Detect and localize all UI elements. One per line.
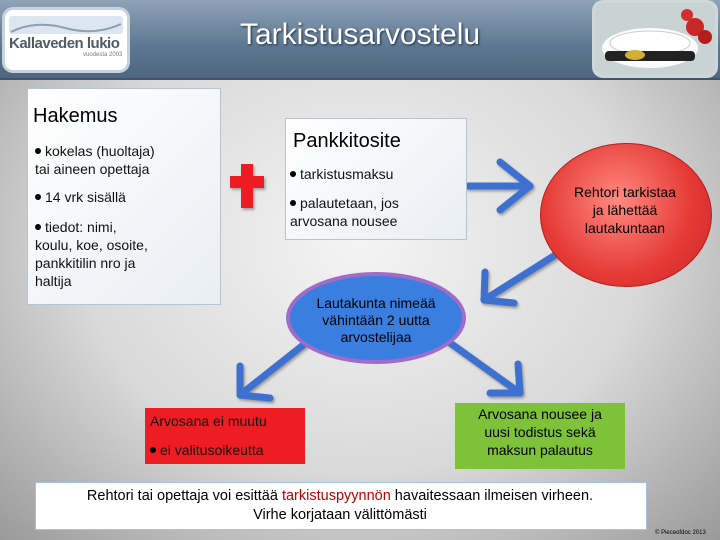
rehtori-line-2: ja lähettää — [592, 202, 658, 218]
pankkitosite-bullet-1-text: tarkistusmaksu — [300, 166, 394, 182]
hakemus-bullet-1-cont: tai aineen opettaja — [35, 161, 150, 177]
arrow-down-left-icon — [484, 252, 560, 303]
hakemus-bullet-2 — [35, 189, 126, 206]
outcome-up-text — [455, 405, 625, 459]
bullet-icon — [290, 200, 296, 206]
slide-title: Tarkistusarvostelu — [239, 18, 481, 51]
bullet-icon — [35, 224, 41, 230]
copyright: © Pieceofdoc 2013 — [655, 530, 706, 536]
footer-post: havaitessaan ilmeisen virheen. — [390, 488, 594, 504]
outcome-same-title: Arvosana ei muutu — [150, 413, 267, 429]
lautakunta-line-3: arvostelijaa — [340, 329, 412, 345]
rehtori-line-1: Rehtori tarkistaa — [574, 184, 676, 200]
pankkitosite-bullet-1 — [290, 166, 393, 183]
outcome-up-line-3: maksun palautus — [487, 442, 593, 458]
hakemus-bullet-3-text: tiedot: nimi, — [45, 219, 117, 235]
rehtori-text — [550, 183, 700, 237]
rehtori-line-3: lautakuntaan — [584, 220, 666, 236]
pankkitosite-title: Pankkitosite — [293, 130, 401, 152]
hakemus-bullet-3-cont-3: haltija — [35, 273, 72, 289]
bullet-icon — [150, 447, 156, 453]
outcome-up-line-1: Arvosana nousee ja — [478, 406, 602, 422]
lautakunta-line-1: Lautakunta nimeää — [316, 295, 436, 311]
pankkitosite-bullet-2 — [290, 195, 399, 212]
bullet-icon — [35, 194, 41, 200]
arrow-down-right-outcome-icon — [446, 340, 520, 393]
hakemus-bullet-1-text: kokelas (huoltaja) — [45, 143, 155, 159]
footer-pre: Rehtori tai opettaja voi esittää — [86, 488, 282, 504]
hakemus-bullet-2-text: 14 vrk sisällä — [45, 189, 126, 205]
logo-subtitle: vuodesta 2003 — [83, 52, 123, 58]
pankkitosite-bullet-2-cont: arvosana nousee — [290, 213, 398, 229]
footer-line-1 — [35, 487, 645, 506]
outcome-same-bullet-text: ei valitusoikeutta — [160, 442, 264, 458]
footer-note — [35, 487, 645, 525]
logo-name: Kallaveden lukio — [9, 35, 120, 52]
footer-highlight: tarkistuspyynnön — [281, 488, 391, 504]
arrow-down-left-outcome-icon — [240, 338, 312, 398]
outcome-up-line-2: uusi todistus sekä — [484, 424, 596, 440]
bullet-icon — [35, 148, 41, 154]
pankkitosite-bullet-2-text: palautetaan, jos — [300, 195, 399, 211]
hakemus-bullet-3-cont-1: koulu, koe, osoite, — [35, 237, 148, 253]
lautakunta-text — [295, 295, 457, 346]
plus-icon — [230, 164, 264, 208]
hakemus-bullet-1 — [35, 143, 155, 160]
hakemus-bullet-3 — [35, 219, 117, 236]
hakemus-title: Hakemus — [33, 105, 118, 127]
lautakunta-line-2: vähintään 2 uutta — [322, 312, 430, 328]
footer-line-2: Virhe korjataan välittömästi — [253, 507, 427, 523]
bullet-icon — [290, 171, 296, 177]
outcome-same-bullet — [150, 442, 264, 459]
hakemus-bullet-3-cont-2: pankkitilin nro ja — [35, 255, 136, 271]
arrow-right-icon — [468, 162, 530, 210]
